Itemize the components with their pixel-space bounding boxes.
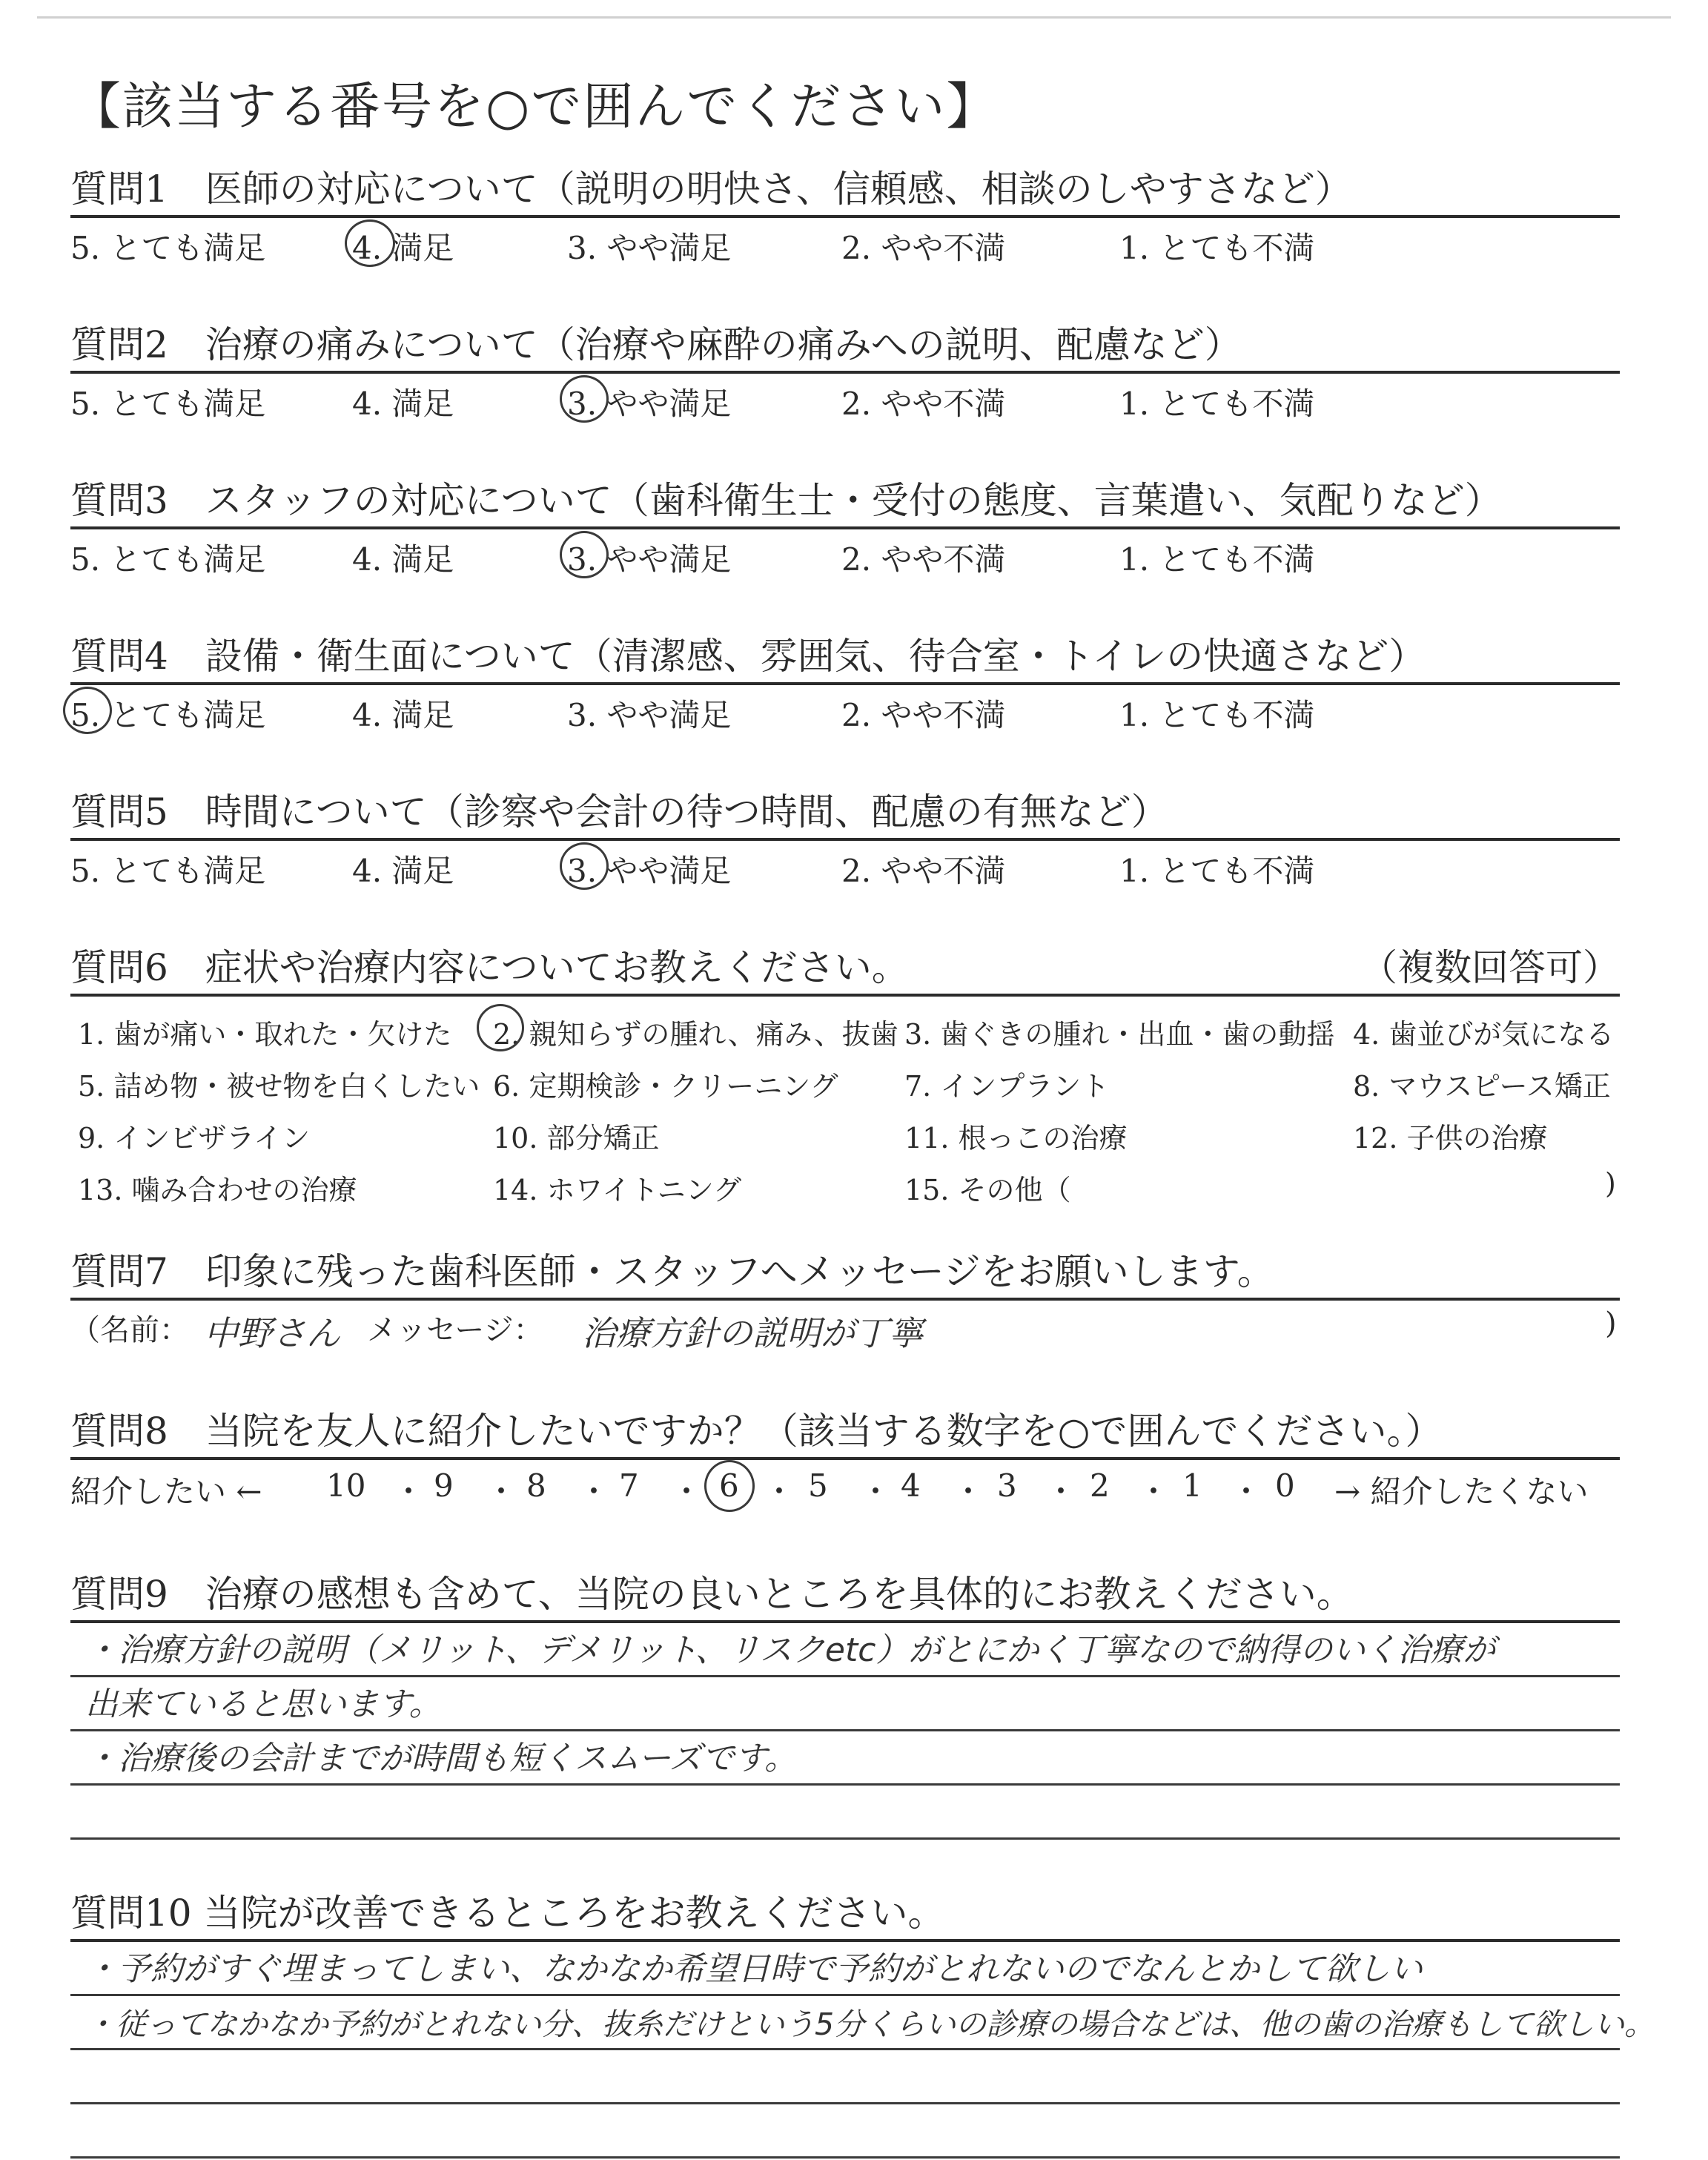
- option-1[interactable]: 1. とても不満: [1119, 853, 1315, 889]
- option-5[interactable]: 5. とても満足: [70, 853, 266, 889]
- scale-dot: ・: [486, 1473, 517, 1510]
- name-value[interactable]: 中野さん: [204, 1313, 340, 1353]
- scale-dot: ・: [860, 1473, 892, 1510]
- question-4-options: [70, 685, 1620, 737]
- scale-value[interactable]: 5: [808, 1467, 828, 1504]
- answer-text: ・治療後の会計までが時間も短くスムーズです。: [85, 1740, 798, 1777]
- option-5[interactable]: 5. とても満足: [70, 230, 266, 266]
- other-close-paren: ): [1605, 1167, 1616, 1200]
- answer-text: ・治療方針の説明（メリット、デメリット、リスクetc）がとにかく丁寧なので納得のいく治療が: [85, 1631, 1496, 1669]
- question-1: [70, 163, 1620, 270]
- close-paren: ): [1605, 1307, 1617, 1341]
- question-9-title: 質問9 治療の感想も含めて、当院の良いところを具体的にお教えください。: [70, 1573, 1354, 1616]
- option-4[interactable]: 4. 満足: [352, 386, 454, 422]
- option-4[interactable]: 4. 満足: [352, 541, 454, 578]
- top-border: [37, 16, 1671, 19]
- selection-circle: [477, 1004, 524, 1051]
- question-2-options: [70, 374, 1620, 426]
- question-10: [70, 1887, 1655, 2159]
- answer-line[interactable]: [70, 1623, 1620, 1677]
- name-label: （名前：: [70, 1313, 189, 1347]
- question-3-options: [70, 529, 1620, 581]
- scale-value[interactable]: 0: [1275, 1467, 1295, 1504]
- scale-dot: ・: [1138, 1473, 1170, 1510]
- option-1[interactable]: 1. とても不満: [1119, 230, 1315, 266]
- option-4[interactable]: 4. 満足: [352, 697, 454, 733]
- option-1[interactable]: 1. とても不満: [1119, 697, 1315, 733]
- question-7: [70, 1246, 1620, 1353]
- answer-text: 出来ていると思います。: [85, 1685, 442, 1723]
- scale-dot: ・: [578, 1473, 610, 1510]
- scale-value[interactable]: 2: [1090, 1467, 1110, 1504]
- scale-dot: ・: [764, 1473, 795, 1510]
- scale-left-label: 紹介したい ←: [70, 1473, 262, 1510]
- scale-value[interactable]: 3: [997, 1467, 1017, 1504]
- answer-line[interactable]: [70, 1942, 1620, 1996]
- scale-dot: ・: [393, 1473, 425, 1510]
- symptom-option[interactable]: 3. 歯ぐきの腫れ・出血・歯の動揺: [904, 1018, 1335, 1051]
- scale-dot: ・: [1045, 1473, 1077, 1510]
- symptom-option[interactable]: 8. マウスピース矯正: [1353, 1070, 1611, 1103]
- message-value[interactable]: 治療方針の説明が丁寧: [582, 1313, 923, 1353]
- symptom-option[interactable]: 14. ホワイトニング: [493, 1174, 742, 1206]
- question-1-title: 質問1 医師の対応について（説明の明快さ、信頼感、相談のしやすさなど）: [70, 168, 1352, 211]
- scale-dot: ・: [671, 1473, 703, 1510]
- symptom-option[interactable]: 15. その他（: [904, 1174, 1071, 1206]
- option-1[interactable]: 1. とても不満: [1119, 386, 1315, 422]
- option-5[interactable]: 5. とても満足: [70, 541, 266, 578]
- scale-value[interactable]: 6: [719, 1467, 739, 1504]
- option-2[interactable]: 2. やや不満: [841, 697, 1006, 733]
- option-3[interactable]: 3. やや満足: [567, 697, 732, 733]
- question-2-title: 質問2 治療の痛みについて（治療や麻酔の痛みへの説明、配慮など）: [70, 323, 1242, 366]
- scale-value[interactable]: 8: [526, 1467, 546, 1504]
- message-row: [70, 1301, 1620, 1353]
- symptom-option[interactable]: 6. 定期検診・クリーニング: [493, 1070, 838, 1103]
- option-2[interactable]: 2. やや不満: [841, 386, 1006, 422]
- scale-right-label: → 紹介したくない: [1334, 1473, 1589, 1510]
- selection-circle: [704, 1460, 755, 1512]
- scale-value[interactable]: 9: [434, 1467, 454, 1504]
- symptom-option[interactable]: 10. 部分矯正: [493, 1122, 660, 1155]
- scale-value[interactable]: 4: [901, 1467, 921, 1504]
- selection-circle: [560, 375, 609, 423]
- answer-line[interactable]: [70, 1677, 1620, 1731]
- answer-line[interactable]: [70, 2050, 1620, 2104]
- scale-value[interactable]: 1: [1182, 1467, 1202, 1504]
- question-9: [70, 1568, 1620, 1840]
- question-5-title: 質問5 時間について（診察や会計の待つ時間、配慮の有無など）: [70, 790, 1168, 833]
- option-3[interactable]: 3. やや満足: [567, 230, 732, 266]
- symptom-option[interactable]: 12. 子供の治療: [1353, 1122, 1548, 1155]
- question-8: [70, 1405, 1620, 1512]
- question-7-title: 質問7 印象に残った歯科医師・スタッフへメッセージをお願いします。: [70, 1250, 1274, 1293]
- symptom-option[interactable]: 4. 歯並びが気になる: [1353, 1018, 1615, 1051]
- symptom-option[interactable]: 11. 根っこの治療: [904, 1122, 1128, 1155]
- message-label: メッセージ：: [367, 1313, 543, 1347]
- option-2[interactable]: 2. やや不満: [841, 853, 1006, 889]
- option-3[interactable]: 3. やや満足: [567, 386, 732, 422]
- referral-scale: [70, 1460, 1620, 1512]
- selection-circle: [560, 531, 609, 578]
- selection-circle: [345, 219, 395, 267]
- question-5: [70, 786, 1620, 893]
- symptom-option[interactable]: 2. 親知らずの腫れ、痛み、抜歯: [493, 1018, 898, 1051]
- multiple-answers-note: （複数回答可）: [1360, 946, 1620, 989]
- scale-value[interactable]: 10: [326, 1467, 366, 1504]
- symptom-option[interactable]: 5. 詰め物・被せ物を白くしたい: [78, 1070, 480, 1103]
- question-10-title: 質問10 当院が改善できるところをお教えください。: [70, 1892, 945, 1935]
- question-5-options: [70, 841, 1620, 893]
- question-8-title: 質問8 当院を友人に紹介したいですか？（該当する数字を○で囲んでください。）: [70, 1410, 1443, 1453]
- question-6-title: 質問6 症状や治療内容についてお教えください。: [70, 946, 909, 989]
- question-1-options: [70, 218, 1620, 270]
- option-5[interactable]: 5. とても満足: [70, 697, 266, 733]
- option-3[interactable]: 3. やや満足: [567, 541, 732, 578]
- scale-dot: ・: [953, 1473, 984, 1510]
- question-3: [70, 475, 1620, 581]
- question-2: [70, 319, 1620, 426]
- answer-text: ・従ってなかなか予約がとれない分、抜糸だけという5分くらいの診療の場合などは、他の歯の治療もして欲しい。: [85, 2007, 1655, 2042]
- symptom-grid: [70, 997, 1620, 1212]
- answer-line[interactable]: [70, 1731, 1620, 1786]
- option-3[interactable]: 3. やや満足: [567, 853, 732, 889]
- symptom-option[interactable]: 1. 歯が痛い・取れた・欠けた: [78, 1018, 452, 1051]
- symptom-option[interactable]: 7. インプラント: [904, 1070, 1110, 1103]
- question-6: [70, 942, 1620, 1212]
- question-4-title: 質問4 設備・衛生面について（清潔感、雰囲気、待合室・トイレの快適さなど）: [70, 635, 1426, 678]
- scale-dot: ・: [1231, 1473, 1262, 1510]
- option-5[interactable]: 5. とても満足: [70, 386, 266, 422]
- symptom-option[interactable]: 13. 噛み合わせの治療: [78, 1174, 357, 1206]
- selection-circle: [560, 842, 609, 890]
- page-header: 【該当する番号を○で囲んでください】: [70, 78, 999, 136]
- option-2[interactable]: 2. やや不満: [841, 230, 1006, 266]
- scale-value[interactable]: 7: [619, 1467, 639, 1504]
- selection-circle: [63, 687, 112, 734]
- question-4: [70, 630, 1620, 737]
- answer-line[interactable]: [70, 1786, 1620, 1840]
- symptom-option[interactable]: 9. インビザライン: [78, 1122, 311, 1155]
- option-2[interactable]: 2. やや不満: [841, 541, 1006, 578]
- option-4[interactable]: 4. 満足: [352, 230, 454, 266]
- question-3-title: 質問3 スタッフの対応について（歯科衛生士・受付の態度、言葉遣い、気配りなど）: [70, 479, 1502, 522]
- answer-line[interactable]: [70, 2104, 1620, 2159]
- option-1[interactable]: 1. とても不満: [1119, 541, 1315, 578]
- question-6-title-row: [70, 942, 1620, 994]
- answer-line[interactable]: [70, 1996, 1655, 2050]
- answer-text: ・予約がすぐ埋まってしまい、なかなか希望日時で予約がとれないのでなんとかして欲しい: [85, 1950, 1423, 1988]
- option-4[interactable]: 4. 満足: [352, 853, 454, 889]
